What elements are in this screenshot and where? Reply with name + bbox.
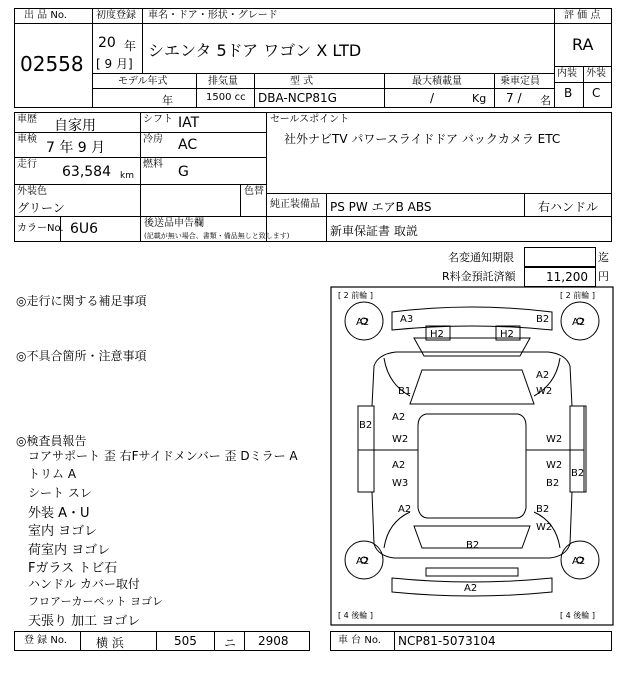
remark-line: 外装 A・U xyxy=(28,506,90,521)
car-name-label: 車名・ドア・形状・グレード xyxy=(148,10,278,21)
mark-right-quarter-1: B2 xyxy=(536,504,550,515)
mark-front-left-wheel: A2 xyxy=(356,317,370,328)
recycle-amount: 11,200 xyxy=(546,270,588,284)
mark-left-front-door-1: A2 xyxy=(392,412,406,423)
tire-label-front-right: [ 2 前輪 ] xyxy=(560,291,595,300)
load-label: 最大積載量 xyxy=(412,76,462,87)
reg-area: 横 浜 xyxy=(96,636,124,650)
shift: IAT xyxy=(178,115,200,131)
tire-label-rear-left: [ 4 後輪 ] xyxy=(338,611,373,620)
equipment-label: 純正装備品 xyxy=(270,199,320,210)
overall-grade: RA xyxy=(572,35,594,54)
mileage-unit: km xyxy=(120,171,134,181)
mileage: 63,584 xyxy=(62,164,111,180)
model-year-unit: 年 xyxy=(162,94,173,107)
mark-front-left-fender: B1 xyxy=(398,386,412,397)
ac: AC xyxy=(178,137,198,153)
reg-number: 2908 xyxy=(258,634,289,648)
defects-title: ◎不具合箇所・注意事項 xyxy=(16,349,147,363)
remark-line: トリム A xyxy=(28,467,77,481)
mark-left-front-door-2: W2 xyxy=(392,434,409,445)
car-name: シエンタ 5ドア ワゴン X LTD xyxy=(148,41,362,60)
chassis-number: NCP81-5073104 xyxy=(398,634,496,648)
chassis-label: 車 台 No. xyxy=(338,635,381,646)
inspection-label: 車検 xyxy=(17,134,37,145)
model-year-label: モデル年式 xyxy=(118,76,168,87)
remark-line: コアサポート 歪 右Fサイドメンバー 歪 Dミラー A xyxy=(28,449,298,463)
mark-left-rear-door-1: A2 xyxy=(392,460,406,471)
mark-right-mirror: B2 xyxy=(571,468,585,479)
mark-front-bumper-right: B2 xyxy=(536,314,550,325)
remark-line: 室内 ヨゴレ xyxy=(28,524,98,539)
first-reg-year: 20 xyxy=(98,35,116,51)
equipment: PS PW エアB ABS xyxy=(330,200,432,214)
interior-label: 内装 xyxy=(557,68,577,79)
remark-line: 荷室内 ヨゴレ xyxy=(28,543,111,558)
mileage-label: 走行 xyxy=(17,159,37,170)
docs-note: (記載が無い場合、書類・備品無しと致します) xyxy=(144,232,290,240)
mark-rear-hatch: B2 xyxy=(466,540,480,551)
lot-label: 出 品 No. xyxy=(24,10,67,21)
recycle-label: R料金預託済額 xyxy=(442,270,516,283)
capacity-label: 乗車定員 xyxy=(500,76,540,87)
type-label: 型 式 xyxy=(290,76,314,87)
recycle-unit: 円 xyxy=(598,270,609,283)
reg-kana: ニ xyxy=(224,636,237,650)
name-change-label: 名変通知期限 xyxy=(448,251,514,264)
color-change-label: 色替 xyxy=(244,186,264,197)
reg-label: 登 録 No. xyxy=(24,635,67,646)
remark-line: シート スレ xyxy=(28,486,92,500)
model-code: DBA-NCP81G xyxy=(258,91,337,105)
mark-rear-left-wheel: A2 xyxy=(356,556,370,567)
shift-label: シフト xyxy=(143,114,173,125)
mark-right-rear-door-2: B2 xyxy=(546,478,560,489)
capacity: 7 / xyxy=(506,91,522,105)
mark-headlight-left: H2 xyxy=(430,329,444,340)
docs: 新車保証書 取説 xyxy=(330,224,418,238)
left-mirror xyxy=(358,406,374,492)
mark-left-quarter: A2 xyxy=(398,504,412,515)
car-damage-diagram xyxy=(330,286,614,626)
remark-line: フロアーカーペット ヨゴレ xyxy=(28,595,163,608)
mark-rear-bumper: A2 xyxy=(464,583,478,594)
capacity-unit: 名 xyxy=(540,94,551,107)
displacement-label: 排気量 xyxy=(208,76,238,87)
mark-left-rear-door-2: W3 xyxy=(392,478,409,489)
interior-grade: B xyxy=(564,86,573,100)
mark-front-right-wheel: A2 xyxy=(572,317,586,328)
name-change-box xyxy=(524,247,596,267)
inspector-title: ◎検査員報告 xyxy=(16,434,87,448)
color-no-label: カラーNo. xyxy=(17,223,64,234)
docs-label: 後送品申告欄 xyxy=(144,218,204,229)
grade-label: 評 価 点 xyxy=(564,10,601,21)
steering: 右ハンドル xyxy=(538,200,599,214)
first-reg-month: [ 9 月] xyxy=(96,57,133,71)
sales-point: 社外ナビTV パワースライドドア バックカメラ ETC xyxy=(284,132,561,146)
load-unit: Kg xyxy=(472,92,487,105)
color-label: 外装色 xyxy=(17,186,47,197)
mark-right-front-door: W2 xyxy=(546,434,563,445)
tire-label-rear-right: [ 4 後輪 ] xyxy=(560,611,595,620)
inspection: 7 年 9 月 xyxy=(46,140,106,156)
remark-line: ハンドル カバー取付 xyxy=(28,577,140,591)
name-change-unit: 迄 xyxy=(598,251,609,264)
exterior-label: 外装 xyxy=(586,68,606,79)
load-slash: / xyxy=(430,91,435,105)
mark-right-rear-door-1: W2 xyxy=(546,460,563,471)
remark-line: 天張り 加工 ヨゴレ xyxy=(28,614,141,629)
lot-number: 02558 xyxy=(20,52,84,76)
tire-label-front-left: [ 2 前輪 ] xyxy=(338,291,373,300)
color-no: 6U6 xyxy=(70,221,99,237)
remark-line: Fガラス トビ石 xyxy=(28,561,118,576)
usage-label: 車歴 xyxy=(17,114,37,125)
exterior-grade: C xyxy=(592,86,601,100)
color: グリーン xyxy=(17,201,65,215)
driving-notes-title: ◎走行に関する補足事項 xyxy=(16,294,147,308)
mark-headlight-right: H2 xyxy=(500,329,514,340)
fuel: G xyxy=(178,164,189,180)
mark-rear-right-wheel: A2 xyxy=(572,556,586,567)
displacement: 1500 cc xyxy=(206,92,246,103)
mark-right-quarter-2: W2 xyxy=(536,522,553,533)
usage: 自家用 xyxy=(54,118,96,134)
sales-point-label: セールスポイント xyxy=(270,114,350,125)
mark-front-right-fender-2: W2 xyxy=(536,386,553,397)
first-reg-label: 初度登録 xyxy=(96,10,136,21)
reg-class: 505 xyxy=(174,634,197,648)
ac-label: 冷房 xyxy=(143,134,163,145)
mark-front-right-fender-1: A2 xyxy=(536,370,550,381)
fuel-label: 燃料 xyxy=(143,159,163,170)
year-unit: 年 xyxy=(124,39,137,53)
mark-left-mirror: B2 xyxy=(359,420,373,431)
mark-front-bumper-left: A3 xyxy=(400,314,414,325)
